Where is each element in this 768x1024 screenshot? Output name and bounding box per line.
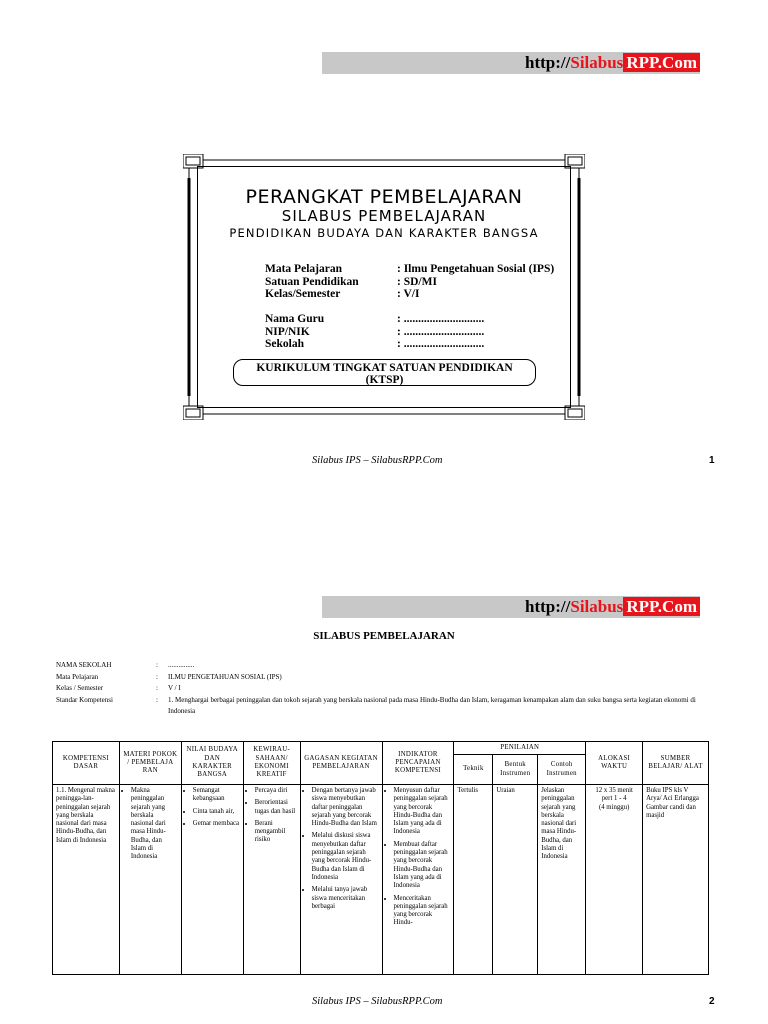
- cell-contoh: Jelaskan peninggalan sejarah yang berskala nasional dari masa Hindu-Budha, dan Islam di Indonesia: [538, 785, 586, 975]
- cell-gagasan: • Dengan bertanya jawab siswa menyebutkan daftar peninggalan sejarah yang bercorak Hindu-Budha dan Islam • Melalui diskusi siswa menyebutkan daftar peninggalan sejarah yang bercorak Hindu-Budha dan Islam di Indonesia • Melalui tanya jawab siswa menceritakan berbagai: [300, 785, 382, 975]
- ktsp-line1: KURIKULUM TINGKAT SATUAN PENDIDIKAN: [256, 362, 513, 374]
- header-penilaian: PENILAIAN: [454, 742, 586, 755]
- syllabus-table: [52, 741, 709, 975]
- cell-kewirausahaan: • Percaya diri • Berorientasi tugas dan hasil • Berani mengambil risiko: [243, 785, 300, 975]
- syllabus-title: SILABUS PEMBELAJARAN: [313, 630, 455, 642]
- cell-sumber: Buku IPS kls V Arya/ Aci Erlangga Gambar candi dan masjid: [643, 785, 709, 975]
- cell-bentuk: Uraian: [493, 785, 538, 975]
- cover-subtitle: SILABUS PEMBELAJARAN: [281, 207, 487, 225]
- header-gagasan: GAGASAN KEGIATAN PEMBELAJARAN: [300, 742, 382, 785]
- site-banner: [322, 596, 700, 618]
- info-row: NIP/NIK : ............................: [265, 325, 485, 338]
- syllabus-meta: [56, 660, 698, 718]
- cell-nilai: • Semangat kebangsaan • Cinta tanah air, • Gemar membaca: [181, 785, 243, 975]
- meta-row: Mata Pelajaran : ILMU PENGETAHUAN SOSIAL (IPS): [56, 672, 282, 681]
- cover-subject: PENDIDIKAN BUDAYA DAN KARAKTER BANGSA: [229, 226, 539, 240]
- meta-row: Kelas / Semester : V / I: [56, 684, 181, 692]
- cell-teknik: Tertulis: [454, 785, 493, 975]
- header-materi: MATERI POKOK / PEMBELAJA RAN: [119, 742, 181, 785]
- cell-kd: 1.1. Mengenal makna peningga-lan-peninggalan sejarah yang berskala nasional dari masa Hindu-Budha, dan Islam di Indonesia: [53, 785, 120, 975]
- ktsp-box: [233, 359, 536, 386]
- header-kd: KOMPETENSI DASAR: [53, 742, 120, 785]
- ktsp-line2: (KTSP): [365, 374, 404, 386]
- header-teknik: Teknik: [454, 755, 493, 785]
- site-url[interactable]: http://Silabus RPP.Com: [525, 52, 700, 74]
- info-row: Sekolah : ............................: [265, 338, 485, 350]
- header-nilai: NILAI BUDAYA DAN KARAKTER BANGSA: [181, 742, 243, 785]
- footer-text: Silabus IPS – SilabusRPP.Com: [312, 455, 443, 466]
- info-row: Kelas/Semester : V/I: [265, 288, 420, 300]
- page-number: 1: [709, 455, 715, 466]
- cover-teacher-info: [265, 313, 484, 351]
- footer-text: Silabus IPS – SilabusRPP.Com: [312, 996, 443, 1007]
- header-indikator: INDIKATOR PENCAPAIAN KOMPETENSI: [382, 742, 454, 785]
- cell-indikator: • Menyusun daftar peninggalan sejarah yang bercorak Hindu-Budha dan Islam yang ada di Indonesia • Membuat daftar peninggalan sejarah yang bercorak Hindu-Budha dan Islam yang ada di Indonesia • Menceritakan peninggalan sejarah yang bercorak Hindu-: [382, 785, 454, 975]
- header-sumber: SUMBER BELAJAR/ ALAT: [643, 742, 709, 785]
- table-row: [53, 785, 709, 975]
- cover-info: [265, 263, 554, 301]
- site-banner: [322, 52, 700, 74]
- header-kewirausahaan: KEWIRAU-SAHAAN/ EKONOMI KREATIF: [243, 742, 300, 785]
- info-row: Satuan Pendidikan : SD/MI: [265, 275, 437, 288]
- cell-alokasi: 12 x 35 menit pert 1 - 4 (4 minggu): [586, 785, 643, 975]
- meta-row: Standar Kompetensi : 1. Menghargai berbagai peninggalan dan tokoh sejarah yang berskala nasional pada masa Hindu-Budha dan Islam, keragaman kenampakan alam dan suku bangsa serta kegiatan ekonomi di Indonesia: [56, 695, 696, 715]
- cover-title: PERANGKAT PEMBELAJARAN: [245, 186, 523, 208]
- site-url[interactable]: http://Silabus RPP.Com: [525, 596, 700, 618]
- page-number: 2: [709, 996, 715, 1007]
- meta-row: NAMA SEKOLAH : ...............: [56, 661, 195, 669]
- cell-materi: • Makna peninggalan sejarah yang berskala nasional dari masa Hindu-Budha, dan Islam di Indonesia: [119, 785, 181, 975]
- header-contoh: Contoh Instrumen: [538, 755, 586, 785]
- info-row: Nama Guru : ............................: [265, 313, 485, 325]
- info-row: Mata Pelajaran : Ilmu Pengetahuan Sosial (IPS): [265, 263, 555, 275]
- header-bentuk: Bentuk Instrumen: [493, 755, 538, 785]
- header-alokasi: ALOKASI WAKTU: [586, 742, 643, 785]
